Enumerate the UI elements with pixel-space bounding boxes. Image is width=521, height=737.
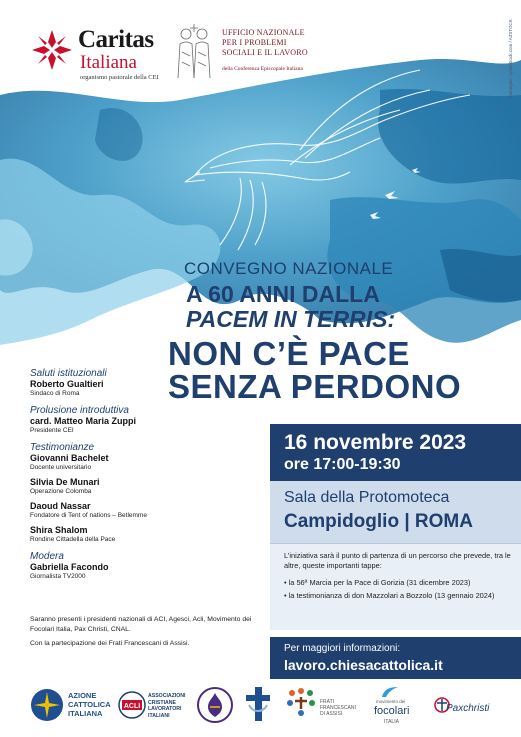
note-paragraph: Con la partecipazione dei Frati Francescani di Assisi. [30,640,190,647]
acli-line: ITALIANI [148,712,170,719]
date-box [270,424,521,481]
speaker-role: Testimonianze [30,442,95,453]
caritas-subtitle: Italiana [80,52,137,73]
speaker-name: Daoud Nassar [30,501,91,511]
acli-badge-text: ACLI [123,703,141,710]
notes [30,615,255,654]
focolari-sub: ITALIA [384,719,399,725]
speaker-role: Modera [30,551,64,562]
ufficio-name [222,28,308,58]
focolari-logo [364,685,426,733]
frati-wordmark: FRATI FRANCESCANI DI ASSISI [320,699,356,717]
frati-francescani-icon [284,685,318,719]
acli-wordmark [148,693,185,719]
speaker-title: Sindaco di Roma [30,390,80,397]
speaker-name: card. Matteo Maria Zuppi [30,416,137,426]
caritas-logo [28,22,168,82]
ufficio-logo [172,22,332,82]
image-credit-text: Immagine: sylverstock.com / A3STOCK [508,19,513,98]
website-link[interactable]: lavoro.chiesacattolica.it [284,657,443,673]
focolari-wordmark: focolari [374,705,410,717]
speaker-title: Docente universitario [30,464,92,471]
pax-christi-logo [434,685,494,733]
acli-logo [118,685,193,733]
acli-line: ASSOCIAZIONI [148,693,186,699]
ufficio-subtitle: della Conferenza Episcopale Italiana [222,66,303,72]
speaker-title: Giornalista TV2000 [30,573,86,580]
cross-logo [243,685,273,733]
headline-line: SENZA PERDONO [168,368,462,405]
info-box [270,543,521,630]
caritas-tagline: organismo pastorale della CEI [80,74,159,81]
event-type: CONVEGNO NAZIONALE [184,259,394,278]
venue-location: Campidoglio | ROMA [284,511,473,532]
agesci-icon [196,685,234,725]
acli-icon [118,691,146,719]
speakers-list [30,368,260,581]
speaker-title: Rondine Cittadella della Pace [30,536,116,543]
speaker-name: Silvia De Munari [30,477,100,487]
ac-line: AZIONE [68,691,97,700]
speaker-role: Saluti istituzionali [30,368,107,379]
ufficio-line: UFFICIO NAZIONALE [222,28,305,37]
frati-francescani-logo [284,685,356,733]
focolari-top: movimento dei [376,699,406,704]
info-list [284,578,516,603]
azione-cattolica-logo [30,685,115,733]
venue-box [270,481,521,543]
saints-engraving-icon [172,22,216,80]
info-list-item: • la testimonianza di don Mazzolari a Bozzolo (13 gennaio 2024) [284,590,495,600]
ac-line: CATTOLICA [68,700,111,709]
azione-cattolica-wordmark [68,691,111,718]
event-date: 16 novembre 2023 [284,431,467,454]
speaker-title: Fondatore di Tent of nations – Betlemme [30,512,147,519]
more-info-box [270,637,521,679]
agesci-logo [196,685,236,733]
acli-line: CRISTIANE [148,699,176,706]
partner-logos [0,683,521,737]
caritas-cross-icon [28,26,76,74]
info-list-item: • la 56ª Marcia per la Pace di Gorizia (31 dicembre 2023) [284,578,471,587]
acli-line: LAVORATORI [148,706,182,712]
image-credit [507,20,515,100]
speaker-name: Giovanni Bachelet [30,453,109,463]
azione-cattolica-icon [30,688,64,722]
speaker-name: Gabriella Facondo [30,562,109,572]
focolari-icon [380,685,400,699]
speaker-title: Presidente CEI [30,427,74,434]
info-intro: L’iniziativa sarà il punto di partenza di un percorso che prevede, tra le altre, queste importanti tappe: [284,551,511,570]
ac-line: ITALIANA [68,709,103,718]
title-line-italic: PACEM IN TERRIS: [186,306,396,332]
speaker-name: Shira Shalom [30,525,88,535]
cross-icon [243,685,273,723]
headline-line: NON C’È PACE [168,335,410,372]
caritas-wordmark: Caritas [78,26,154,53]
speaker-role: Prolusione introduttiva [30,405,129,416]
speaker-name: Roberto Gualtieri [30,379,104,389]
ufficio-line: SOCIALI E IL LAVORO [222,48,308,57]
venue-name: Sala della Protomoteca [284,489,450,506]
title-line: A 60 ANNI DALLA [186,281,380,307]
more-info-label: Per maggiori informazioni: [284,643,401,654]
pax-christi-wordmark: Paxchristi [446,703,490,714]
note-paragraph: Saranno presenti i presidenti nazionali di ACI, Agesci, Acli, Movimento dei Focolari Italia, Pax Christi, CNAL. [30,616,252,633]
event-time: ore 17:00-19:30 [284,456,401,473]
speaker-title: Operazione Colomba [30,488,92,495]
ufficio-line: PER I PROBLEMI [222,38,287,47]
